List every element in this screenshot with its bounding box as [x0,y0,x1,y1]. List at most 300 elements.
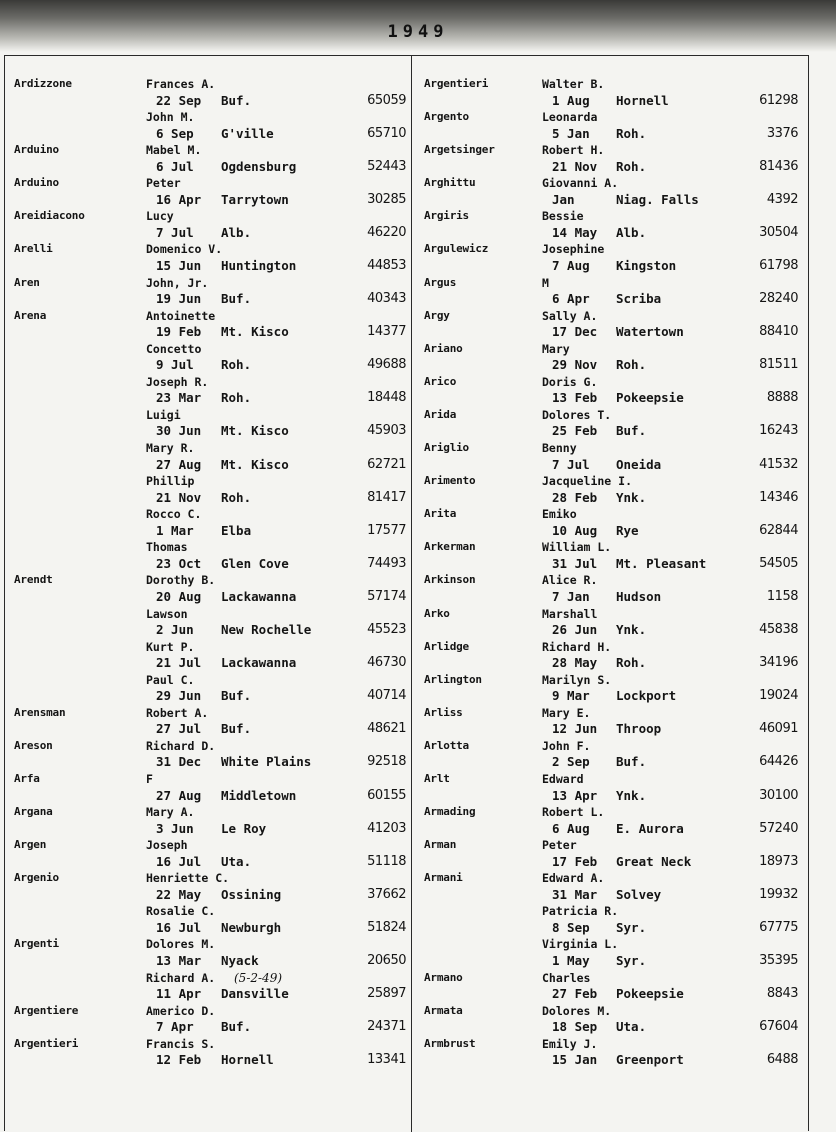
record-place: Ynk. [616,622,647,638]
record-number: 25897 [367,986,406,1002]
given-name: Dolores M. [542,1003,612,1018]
record-name-line [14,804,406,821]
record-name-line [14,1003,406,1020]
record-name-line [424,870,806,887]
record-name-line [424,407,806,424]
record-detail-line [14,754,406,771]
record-number: 18973 [759,853,798,869]
record-place: Roh. [616,125,647,141]
record-detail-line [424,688,806,705]
record-detail-line [424,423,806,440]
surname: Aren [14,275,40,289]
surname: Arendt [14,573,53,587]
given-name: Emiko [542,507,577,522]
record-name-line [424,142,806,159]
record-number: 20650 [367,952,406,968]
record-name-line [14,142,406,159]
record-place: Buf. [616,423,647,439]
record-name-line [14,970,406,987]
record-name-line [424,903,806,920]
record-date: 23 Mar [156,390,202,406]
record-place: Throop [616,721,662,737]
record-place: White Plains [221,754,312,770]
record-number: 46730 [367,655,406,671]
record-place: Ynk. [616,787,647,803]
given-name: Lawson [146,606,188,621]
record-detail-line [14,788,406,805]
record-detail-line [424,523,806,540]
record-detail-line [424,556,806,573]
record-name-line [424,1003,806,1020]
record-number: 62721 [367,456,406,472]
surname: Argentiere [14,1003,79,1017]
record-detail-line [424,788,806,805]
record-date: 8 Sep [552,919,590,935]
record-number: 44853 [367,258,406,274]
record-date: 15 Jun [156,258,202,274]
record-detail-line [424,93,806,110]
record-name-line [14,738,406,755]
record-place: Hornell [616,92,669,108]
record-name-line [424,738,806,755]
given-name: Mary E. [542,705,591,720]
record-detail-line [424,754,806,771]
record-number: 3376 [766,125,798,141]
given-name: Rocco C. [146,507,202,522]
given-name: Paul C. [146,672,195,687]
given-name: Jacqueline I. [542,474,633,489]
given-name: Mabel M. [146,143,202,158]
record-name-line [424,275,806,292]
surname: Arduino [14,176,59,190]
record-number: 13341 [367,1052,406,1068]
record-place: Buf. [616,754,647,770]
record-name-line [14,241,406,258]
surname: Armata [424,1003,463,1017]
surname: Arkerman [424,540,476,554]
record-name-line [14,440,406,457]
record-number: 30285 [367,191,406,207]
record-detail-line [424,390,806,407]
given-name: Frances A. [146,77,216,91]
record-date: 19 Feb [156,324,202,340]
record-number: 61298 [759,92,798,108]
record-detail-line [424,1052,806,1069]
record-name-line [424,440,806,457]
record-name-line [14,175,406,192]
record-date: 27 Jul [156,721,202,737]
record-date: 27 Aug [156,787,202,803]
record-date: 7 Jul [156,224,194,240]
record-number: 67604 [759,1019,798,1035]
record-number: 92518 [367,754,406,770]
record-detail-line [14,457,406,474]
given-name: Benny [542,441,577,456]
record-number: 14346 [759,489,798,505]
surname: Ariglio [424,441,469,455]
record-name-line [14,705,406,722]
record-place: Roh. [221,489,252,505]
record-name-line [424,771,806,788]
record-name-line [424,1036,806,1053]
record-detail-line [424,357,806,374]
given-name: Robert A. [146,705,209,720]
given-name: John M. [146,110,195,125]
given-name: Phillip [146,474,195,489]
record-name-line [14,208,406,225]
record-place: New Rochelle [221,622,312,638]
record-number: 46220 [367,224,406,240]
record-detail-line [14,291,406,308]
record-detail-line [14,1052,406,1069]
record-number: 28240 [759,291,798,307]
record-place: Middletown [221,787,297,803]
record-date: 17 Dec [552,324,598,340]
given-name: Henriette C. [146,871,230,886]
record-place: Ossining [221,886,282,902]
record-detail-line [14,225,406,242]
record-number: 40343 [367,291,406,307]
record-number: 24371 [367,1019,406,1035]
record-date: 2 Jun [156,622,194,638]
record-number: 65710 [367,125,406,141]
record-name-line [424,208,806,225]
given-name: Thomas [146,540,188,555]
record-place: Pokeepsie [616,390,684,406]
record-place: Buf. [221,291,252,307]
record-date: 6 Aug [552,820,590,836]
record-name-line [14,837,406,854]
given-name: Peter [542,838,577,853]
record-date: 12 Jun [552,721,598,737]
record-detail-line [424,622,806,639]
record-name-line [14,870,406,887]
record-detail-line [14,126,406,143]
record-date: 31 Mar [552,886,598,902]
record-name-line [14,771,406,788]
record-place: Niag. Falls [616,191,699,207]
record-date: 16 Jul [156,853,202,869]
record-date: 21 Jul [156,655,202,671]
given-name: William L. [542,540,612,555]
given-name: Luigi [146,407,181,422]
record-number: 45838 [759,622,798,638]
given-name: Joseph R. [146,374,209,389]
surname: Armani [424,871,463,885]
record-date: 16 Jul [156,919,202,935]
given-name: Rosalie C. [146,904,216,919]
record-name-line [424,175,806,192]
record-place: Alb. [616,224,647,240]
record-detail-line [14,423,406,440]
record-name-line [14,606,406,623]
record-place: Hornell [221,1052,274,1068]
record-place: Elba [221,522,252,538]
record-detail-line [424,159,806,176]
record-detail-line [14,854,406,871]
record-place: Mt. Kisco [221,324,289,340]
record-number: 41532 [759,456,798,472]
given-name: Richard D. [146,738,216,753]
surname: Argus [424,275,457,289]
given-name: Doris G. [542,374,598,389]
record-date: 6 Sep [156,125,194,141]
given-name: Josephine [542,242,605,257]
record-place: Syr. [616,952,647,968]
record-date: 1 May [552,952,590,968]
record-date: 22 Sep [156,92,202,108]
record-name-line [424,639,806,656]
record-detail-line [14,159,406,176]
record-name-line [14,936,406,953]
record-detail-line [424,821,806,838]
record-place: Uta. [616,1019,647,1035]
record-date: 31 Jul [552,555,598,571]
record-detail-line [14,324,406,341]
record-number: 8888 [766,390,798,406]
record-place: Glen Cove [221,555,289,571]
record-date: 7 Apr [156,1019,194,1035]
record-name-line [14,639,406,656]
record-detail-line [424,854,806,871]
record-place: Hudson [616,588,662,604]
record-detail-line [424,986,806,1003]
record-detail-line [424,490,806,507]
given-name: Robert H. [542,143,605,158]
given-name: Giovanni A. [542,176,619,191]
record-detail-line [424,655,806,672]
given-name: Domenico V. [146,242,223,257]
given-name: John F. [542,738,591,753]
record-number: 6488 [766,1052,798,1068]
left-column [14,76,406,1069]
surname: Argana [14,805,53,819]
surname: Arimento [424,474,476,488]
record-date: 21 Nov [552,158,598,174]
record-number: 60155 [367,787,406,803]
record-place: G'ville [221,125,274,141]
record-date: 3 Jun [156,820,194,836]
record-detail-line [14,721,406,738]
record-date: 13 Mar [156,952,202,968]
surname: Argetsinger [424,143,495,157]
record-number: 67775 [759,919,798,935]
record-detail-line [424,457,806,474]
surname: Arida [424,407,457,421]
record-name-line [14,473,406,490]
record-number: 18448 [367,390,406,406]
record-place: E. Aurora [616,820,684,836]
given-name: Americo D. [146,1003,216,1018]
record-number: 57174 [367,588,406,604]
record-date: 23 Oct [156,555,202,571]
surname: Argentieri [424,77,489,90]
record-date: 14 May [552,224,598,240]
surname: Arlotta [424,738,469,752]
record-number: 81417 [367,489,406,505]
given-name: Robert L. [542,805,605,820]
record-place: Roh. [221,390,252,406]
surname: Argen [14,838,47,852]
record-name-line [14,308,406,325]
record-detail-line [424,126,806,143]
record-date: 30 Jun [156,423,202,439]
record-date: 27 Aug [156,456,202,472]
record-date: 7 Jul [552,456,590,472]
record-number: 8843 [766,986,798,1002]
record-date: 12 Feb [156,1052,202,1068]
record-name-line [14,1036,406,1053]
given-name: Charles [542,970,591,985]
record-detail-line [424,258,806,275]
record-date: 5 Jan [552,125,590,141]
given-name: Mary A. [146,805,195,820]
record-detail-line [424,192,806,209]
record-name-line [14,672,406,689]
record-date: 13 Feb [552,390,598,406]
given-name: John, Jr. [146,275,209,290]
record-date: 27 Feb [552,986,598,1002]
given-name: Peter [146,176,181,191]
record-detail-line [14,920,406,937]
handwritten-annotation: (5-2-49) [234,970,283,985]
given-name: Marilyn S. [542,672,612,687]
record-date: 6 Jul [156,158,194,174]
record-place: Pokeepsie [616,986,684,1002]
record-name-line [424,804,806,821]
record-number: 4392 [766,191,798,207]
record-place: Alb. [221,224,252,240]
record-detail-line [14,655,406,672]
given-name: F [146,771,153,786]
record-name-line [14,374,406,391]
record-place: Roh. [616,158,647,174]
record-name-line [14,506,406,523]
record-date: 10 Aug [552,522,598,538]
record-name-line [14,572,406,589]
record-detail-line [14,258,406,275]
record-number: 17577 [367,522,406,538]
record-number: 48621 [367,721,406,737]
record-date: 7 Aug [552,258,590,274]
record-detail-line [14,986,406,1003]
record-number: 19024 [759,688,798,704]
surname: Arman [424,838,457,852]
record-date: 9 Mar [552,688,590,704]
surname: Arkinson [424,573,476,587]
given-name: Richard A. [146,970,216,985]
record-date: 28 May [552,655,598,671]
given-name: M [542,275,549,290]
record-place: Buf. [221,688,252,704]
record-place: Watertown [616,324,684,340]
record-place: Buf. [221,721,252,737]
surname: Areidiacono [14,209,85,223]
record-detail-line [424,1019,806,1036]
surname: Arko [424,606,450,620]
record-detail-line [14,93,406,110]
record-place: Oneida [616,456,662,472]
surname: Arduino [14,143,59,157]
given-name: Marshall [542,606,598,621]
surname: Armano [424,970,463,984]
given-name: Dolores T. [542,407,612,422]
record-name-line [424,76,806,93]
record-name-line [424,109,806,126]
record-place: Roh. [616,357,647,373]
given-name: Francis S. [146,1036,216,1051]
record-name-line [424,572,806,589]
record-place: Kingston [616,258,677,274]
record-detail-line [14,622,406,639]
surname: Armbrust [424,1036,476,1050]
record-date: 18 Sep [552,1019,598,1035]
record-number: 16243 [759,423,798,439]
record-date: 28 Feb [552,489,598,505]
surname: Ardizzone [14,77,72,90]
record-number: 88410 [759,324,798,340]
given-name: Walter B. [542,77,605,91]
record-place: Ynk. [616,489,647,505]
record-name-line [424,506,806,523]
record-name-line [424,241,806,258]
record-place: Mt. Kisco [221,456,289,472]
record-place: Lackawanna [221,655,297,671]
given-name: Leonarda [542,110,598,125]
record-date: 1 Aug [552,92,590,108]
record-date: 2 Sep [552,754,590,770]
given-name: Emily J. [542,1036,598,1051]
record-number: 51824 [367,919,406,935]
record-name-line [14,76,406,93]
given-name: Mary [542,341,570,356]
record-name-line [424,473,806,490]
record-number: 81511 [759,357,798,373]
record-detail-line [14,556,406,573]
record-detail-line [14,887,406,904]
record-date: 22 May [156,886,202,902]
record-date: 21 Nov [156,489,202,505]
record-name-line [424,970,806,987]
given-name: Joseph [146,838,188,853]
record-detail-line [14,589,406,606]
record-detail-line [424,324,806,341]
record-name-line [424,672,806,689]
record-name-line [14,275,406,292]
record-detail-line [424,291,806,308]
record-place: Mt. Pleasant [616,555,707,571]
given-name: Edward A. [542,871,605,886]
surname: Argentieri [14,1036,79,1050]
record-number: 30504 [759,224,798,240]
surname: Argenio [14,871,59,885]
given-name: Lucy [146,209,174,224]
given-name: Patricia R. [542,904,619,919]
right-column [424,76,806,1069]
record-date: 15 Jan [552,1052,598,1068]
record-date: 19 Jun [156,291,202,307]
record-detail-line [14,357,406,374]
record-date: 16 Apr [156,191,202,207]
given-name: Dorothy B. [146,573,216,588]
record-name-line [14,407,406,424]
given-name: Kurt P. [146,639,195,654]
record-number: 46091 [759,721,798,737]
record-detail-line [14,390,406,407]
surname: Arfa [14,771,40,785]
record-date: 29 Jun [156,688,202,704]
record-name-line [14,109,406,126]
